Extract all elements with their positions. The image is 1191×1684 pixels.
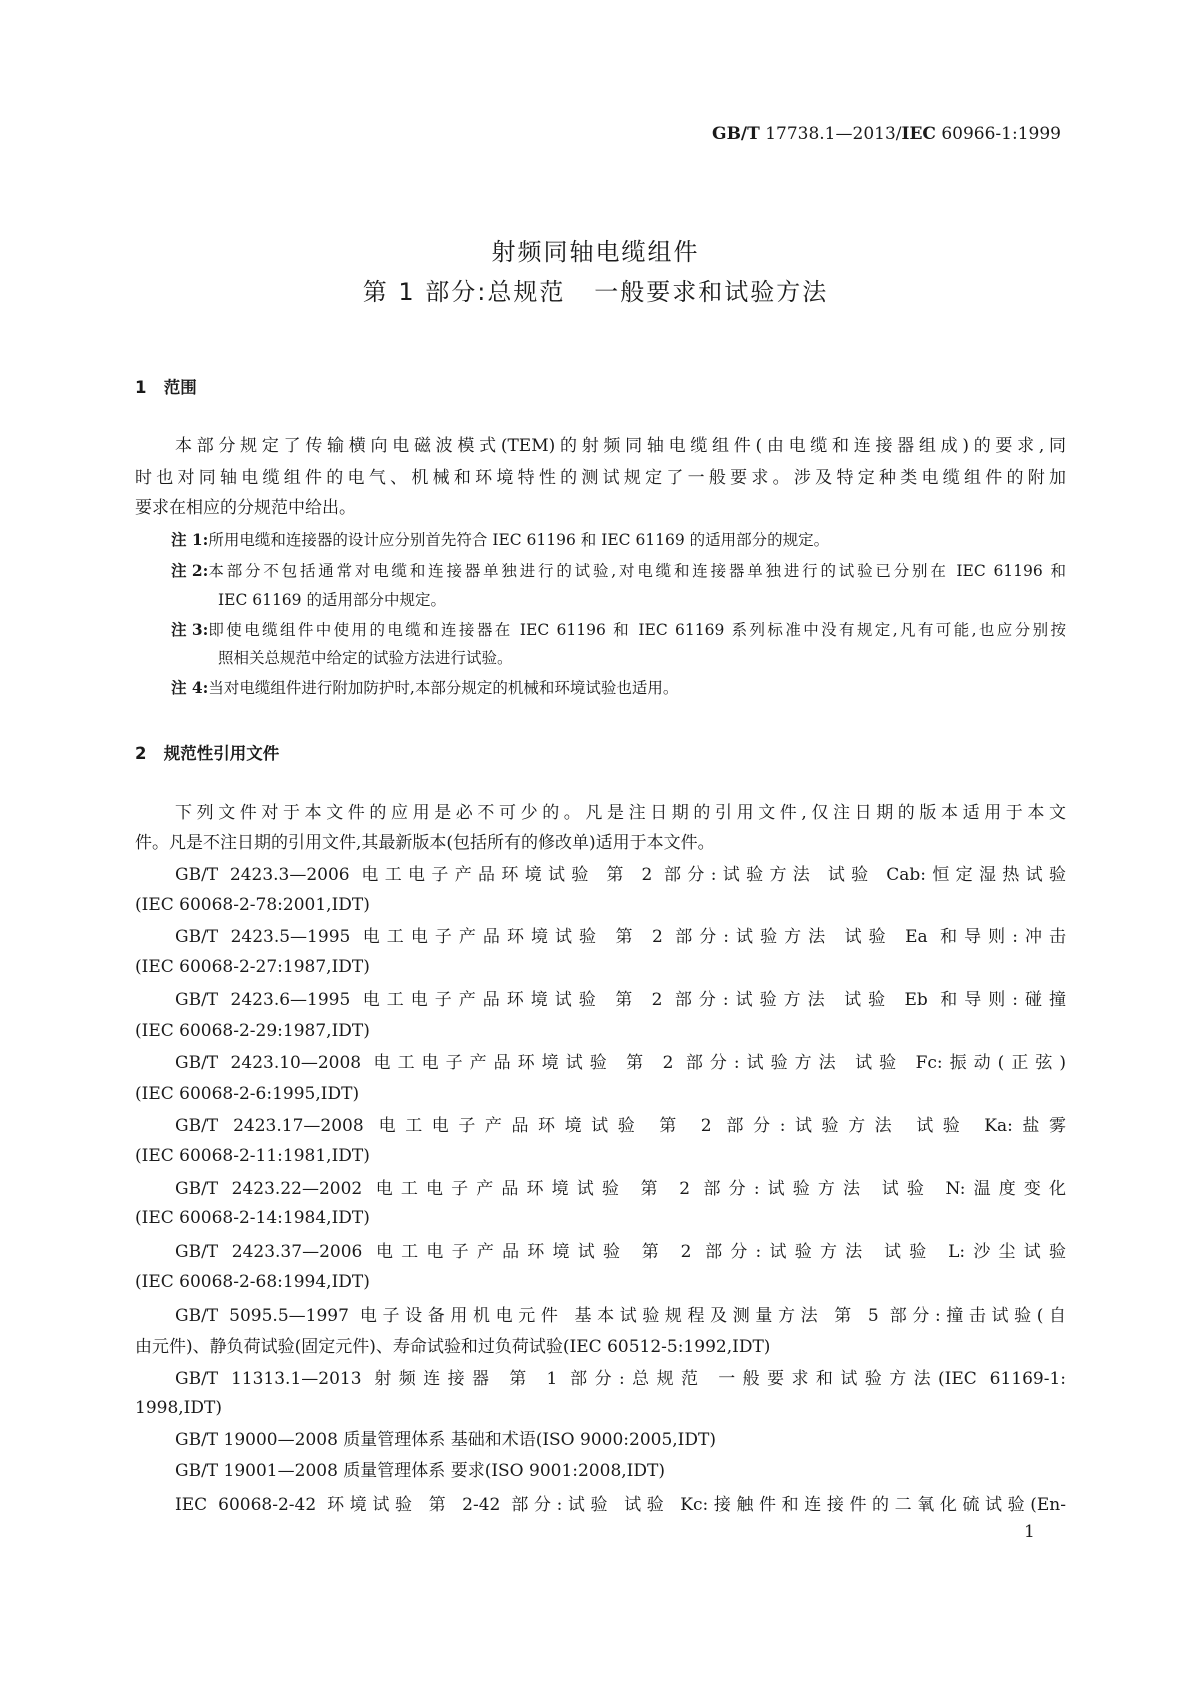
- reference-entry: GB/T 2423.5—1995 电工电子产品环境试验 第 2 部分:试验方法 试验 Ea 和导则:冲击: [175, 927, 1066, 947]
- reference-continuation: (IEC 60068-2-29:1987,IDT): [135, 1021, 370, 1041]
- section-2-heading: 2 规范性引用文件: [135, 744, 280, 763]
- note-1: [171, 525, 829, 555]
- note-text: 本部分不包括通常对电缆和连接器单独进行的试验,对电缆和连接器单独进行的试验已分别在 IEC 61196 和: [208, 562, 1066, 580]
- note-2: [171, 556, 1066, 586]
- paragraph-line: 本部分规定了传输横向电磁波模式(TEM)的射频同轴电缆组件(由电缆和连接器组成)的要求,同: [175, 436, 1066, 456]
- paragraph-line: 下列文件对于本文件的应用是必不可少的。凡是注日期的引用文件,仅注日期的版本适用于本文: [175, 803, 1066, 823]
- reference-entry: GB/T 19001—2008 质量管理体系 要求(ISO 9001:2008,IDT): [175, 1461, 666, 1481]
- reference-continuation: 1998,IDT): [135, 1398, 222, 1418]
- reference-continuation: (IEC 60068-2-78:2001,IDT): [135, 895, 370, 915]
- reference-continuation: (IEC 60068-2-68:1994,IDT): [135, 1272, 370, 1292]
- reference-entry: GB/T 2423.3—2006 电工电子产品环境试验 第 2 部分:试验方法 试验 Cab:恒定湿热试验: [175, 865, 1066, 885]
- reference-continuation: (IEC 60068-2-14:1984,IDT): [135, 1208, 370, 1228]
- note-2-continuation: IEC 61169 的适用部分中规定。: [218, 591, 446, 609]
- std-prefix: GB/T: [712, 124, 760, 144]
- iec-prefix: IEC: [901, 124, 936, 144]
- reference-entry: GB/T 11313.1—2013 射频连接器 第 1 部分:总规范 一般要求和试验方法(IEC 61169-1:: [175, 1369, 1066, 1389]
- note-text: 当对电缆组件进行附加防护时,本部分规定的机械和环境试验也适用。: [208, 679, 679, 697]
- reference-entry: GB/T 2423.10—2008 电工电子产品环境试验 第 2 部分:试验方法 试验 Fc:振动(正弦): [175, 1053, 1066, 1073]
- note-text: 所用电缆和连接器的设计应分别首先符合 IEC 61196 和 IEC 61169 的适用部分的规定。: [208, 531, 830, 549]
- note-label: 注 4:: [171, 678, 209, 697]
- note-3: [171, 615, 1066, 645]
- reference-continuation: (IEC 60068-2-27:1987,IDT): [135, 957, 370, 977]
- std-number: 17738.1—2013/: [759, 124, 902, 144]
- reference-entry: GB/T 2423.37—2006 电工电子产品环境试验 第 2 部分:试验方法 试验 L:沙尘试验: [175, 1242, 1066, 1262]
- note-text: 即使电缆组件中使用的电缆和连接器在 IEC 61196 和 IEC 61169 系列标准中没有规定,凡有可能,也应分别按: [208, 621, 1066, 639]
- reference-entry: GB/T 5095.5—1997 电子设备用机电元件 基本试验规程及测量方法 第 5 部分:撞击试验(自: [175, 1306, 1066, 1326]
- reference-continuation: (IEC 60068-2-11:1981,IDT): [135, 1146, 370, 1166]
- reference-continuation: (IEC 60068-2-6:1995,IDT): [135, 1084, 360, 1104]
- reference-entry: GB/T 19000—2008 质量管理体系 基础和术语(ISO 9000:2005,IDT): [175, 1430, 717, 1450]
- note-label: 注 3:: [171, 620, 209, 639]
- document-subtitle: 第 1 部分:总规范 一般要求和试验方法: [362, 278, 829, 306]
- standard-number-header: [712, 124, 1061, 144]
- reference-entry: GB/T 2423.22—2002 电工电子产品环境试验 第 2 部分:试验方法 试验 N:温度变化: [175, 1179, 1066, 1199]
- note-4: [171, 673, 678, 703]
- paragraph-line: 时也对同轴电缆组件的电气、机械和环境特性的测试规定了一般要求。涉及特定种类电缆组件的附加: [135, 468, 1066, 488]
- reference-entry: GB/T 2423.17—2008 电工电子产品环境试验 第 2 部分:试验方法 试验 Ka:盐雾: [175, 1116, 1066, 1136]
- document-title: 射频同轴电缆组件: [491, 238, 700, 266]
- reference-entry: IEC 60068-2-42 环境试验 第 2-42 部分:试验 试验 Kc:接触件和连接件的二氧化硫试验(En-: [175, 1495, 1066, 1515]
- note-label: 注 2:: [171, 561, 209, 580]
- iec-number: 60966-1:1999: [935, 124, 1061, 144]
- section-1-heading: 1 范围: [135, 378, 197, 397]
- note-label: 注 1:: [171, 530, 209, 549]
- reference-continuation: 由元件)、静负荷试验(固定元件)、寿命试验和过负荷试验(IEC 60512-5:1992,IDT): [135, 1337, 771, 1357]
- note-3-continuation: 照相关总规范中给定的试验方法进行试验。: [218, 649, 513, 667]
- paragraph-line: 件。凡是不注日期的引用文件,其最新版本(包括所有的修改单)适用于本文件。: [135, 833, 715, 853]
- page-number: 1: [1024, 1522, 1035, 1542]
- reference-entry: GB/T 2423.6—1995 电工电子产品环境试验 第 2 部分:试验方法 试验 Eb 和导则:碰撞: [175, 990, 1066, 1010]
- paragraph-line: 要求在相应的分规范中给出。: [135, 498, 356, 518]
